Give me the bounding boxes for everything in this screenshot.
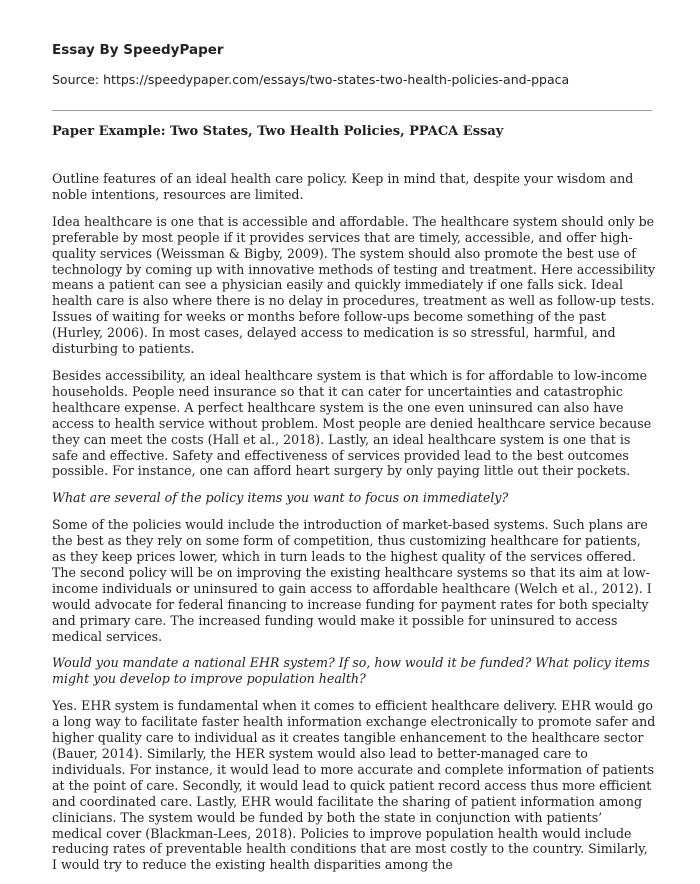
essay-publisher-title: Essay By SpeedyPaper	[52, 42, 224, 58]
header-divider	[52, 110, 652, 111]
question-heading: What are several of the policy items you want to focus on immediately?	[52, 490, 509, 506]
body-paragraph: Besides accessibility, an ideal healthcare system is that which is for affordable to low-income households. People need insurance so that it can cater for uncertainties and catastrophic healthcare expense. A perfect healthcare system is the one even uninsured can also have access to health service without problem. Most people are denied healthcare service because they can meet the costs (Hall et al., 2018). Lastly, an ideal healthcare system is one that is safe and effective. Safety and effectiveness of services provided lead to the best outcomes possible. For instance, one can afford heart surgery by only paying little out their pockets.	[52, 367, 652, 479]
intro-prompt-paragraph: Outline features of an ideal health care policy. Keep in mind that, despite your wisdom and noble intentions, resources are limited.	[52, 171, 634, 202]
body-paragraph: Yes. EHR system is fundamental when it comes to efficient healthcare delivery. EHR would go a long way to facilitate faster health information exchange electronically to promote safer and higher quality care to individual as it creates tangible enhancement to the healthcare sector (Bauer, 2014). Similarly, the HER system would also lead to better-managed care to individuals. For instance, it would lead to more accurate and complete information of patients at the point of care. Secondly, it would lead to quick patient record access thus more efficient and coordinated care. Lastly, EHR would facilitate the sharing of patient information among clinicians. The system would be funded by both the state in conjunction with patients’ medical cover (Blackman-Lees, 2018). Policies to improve population health would include reducing rates of preventable health conditions that are most costly to the country. Similarly, I would try to reduce the existing health disparities among the	[52, 698, 656, 873]
question-heading: Would you mandate a national EHR system? If so, how would it be funded? What policy items might you develop to improve population health?	[52, 655, 650, 687]
source-link[interactable]: Source: https://speedypaper.com/essays/two-states-two-health-policies-and-ppaca	[52, 72, 570, 87]
body-paragraph: Some of the policies would include the introduction of market-based systems. Such plans are the best as they rely on some form of competition, thus customizing healthcare for patients, as they keep prices lower, which in turn leads to the highest quality of the services offered. The second policy will be on improving the existing healthcare systems so that its aim at low-income individuals or uninsured to gain access to affordable healthcare (Welch et al., 2012). I would advocate for federal financing to increase funding for payment rates for both specialty and primary care. The increased funding would make it possible for uninsured to access medical services.	[52, 517, 652, 644]
body-paragraph: Idea healthcare is one that is accessible and affordable. The healthcare system should only be preferable by most people if it provides services that are timely, accessible, and offer high-quality services (Weissman & Bigby, 2009). The system should also promote the best use of technology by coming up with innovative methods of testing and treatment. Here accessibility means a patient can see a physician easily and quickly immediately if one falls sick. Ideal health care is also where there is no delay in procedures, treatment as well as follow-up tests. Issues of waiting for weeks or months before follow-ups become something of the past (Hurley, 2006). In most cases, delayed access to medication is so stressful, harmful, and disturbing to patients.	[52, 213, 656, 357]
essay-body	[52, 171, 656, 884]
paper-title: Paper Example: Two States, Two Health Policies, PPACA Essay	[52, 124, 504, 139]
